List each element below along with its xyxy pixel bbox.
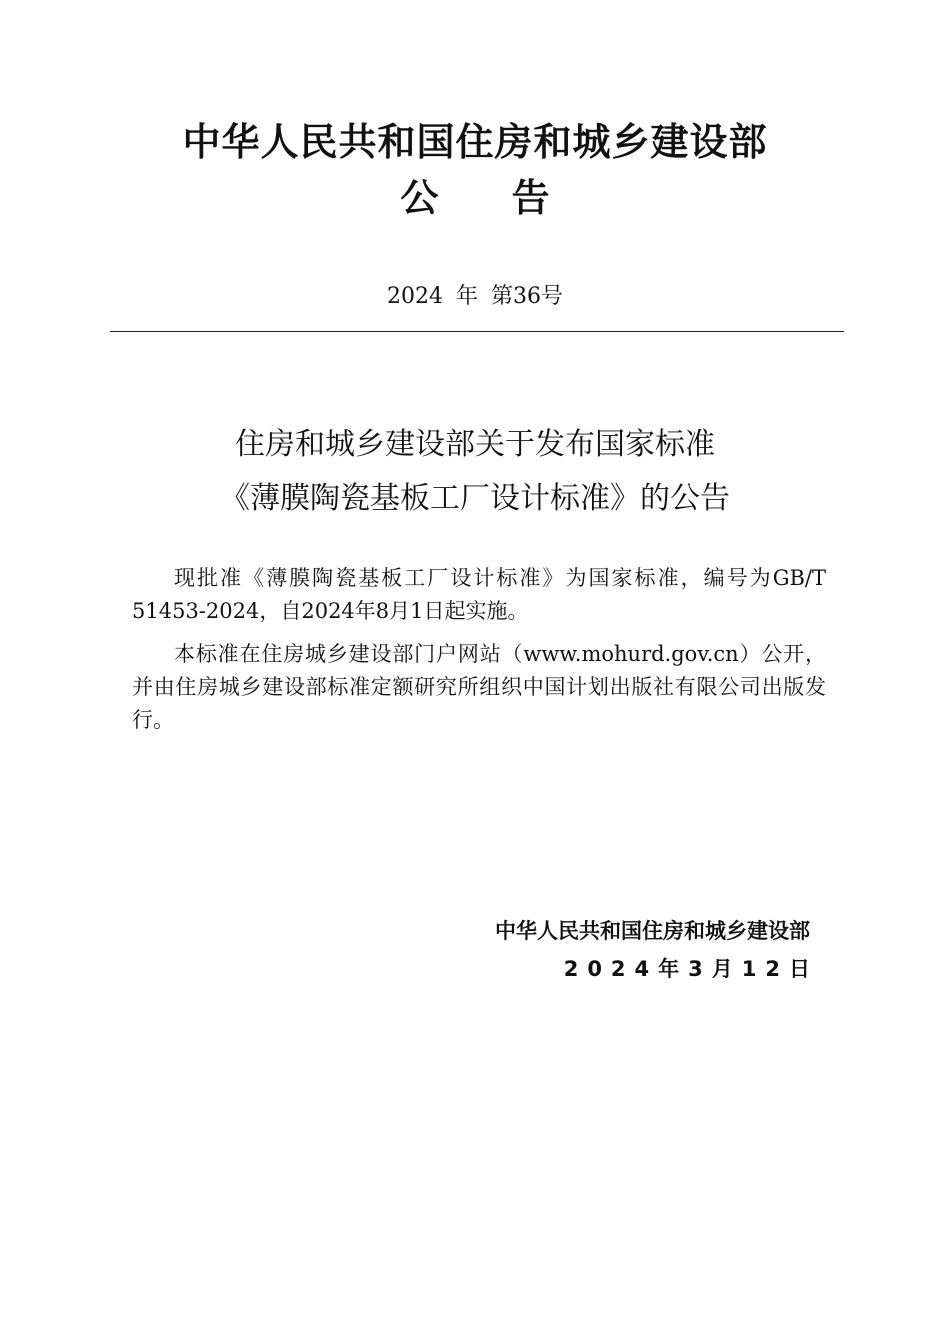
document-title <box>0 418 950 526</box>
notice-number: 2024 年 第36号 <box>387 284 563 309</box>
ministry-title: 中华人民共和国住房和城乡建设部 <box>182 120 768 164</box>
header-divider <box>110 331 844 332</box>
issuer-name: 中华人民共和国住房和城乡建设部 <box>495 919 810 943</box>
signature-block <box>380 912 819 988</box>
document-title-line-2: 《薄膜陶瓷基板工厂设计标准》的公告 <box>220 481 730 516</box>
document-title-line-1: 住房和城乡建设部关于发布国家标准 <box>235 427 715 462</box>
issue-date: 2024年3月12日 <box>563 957 819 981</box>
body-paragraph-2: 本标准在住房城乡建设部门户网站（www.mohurd.gov.cn）公开，并由住房城乡建设部标准定额研究所组织中国计划出版社有限公司出版发行。 <box>132 642 826 732</box>
notice-body <box>132 562 826 747</box>
notice-heading: 公 告 <box>400 176 550 220</box>
body-paragraph-1: 现批准《薄膜陶瓷基板工厂设计标准》为国家标准，编号为GB/T 51453-2024，自2024年8月1日起实施。 <box>132 566 826 623</box>
